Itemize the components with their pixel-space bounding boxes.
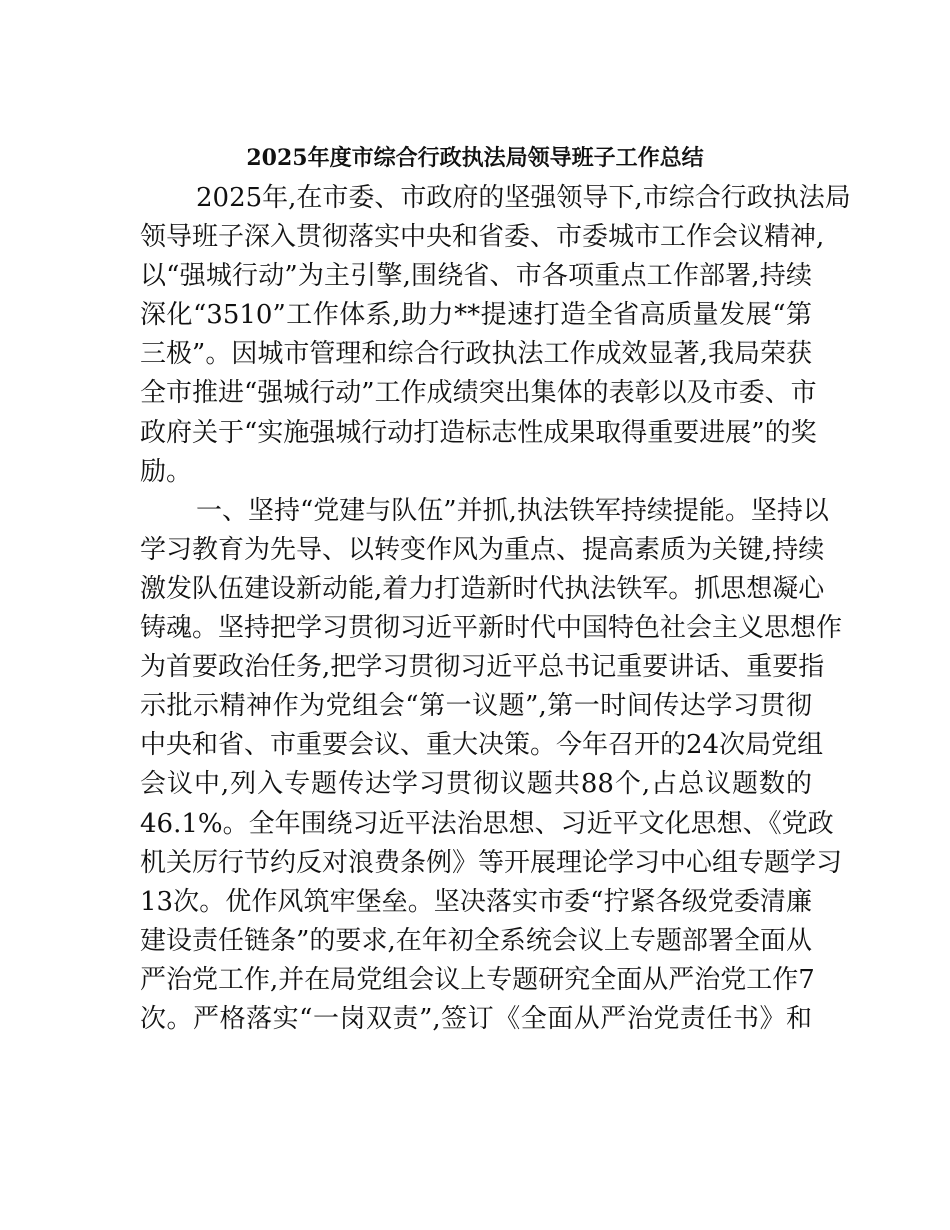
text-line: 以“强城行动”为主引擎,围绕省、市各项重点工作部署,持续 <box>140 261 812 292</box>
text-line: 46.1%。全年围绕习近平法治思想、习近平文化思想、《党政 <box>140 808 834 839</box>
text-line: 学习教育为先导、以转变作风为重点、提高素质为关键,持续 <box>140 534 825 565</box>
text-line: 三极”。因城市管理和综合行政执法工作成效显著,我局荣获 <box>140 339 812 370</box>
document-body <box>140 179 851 1039</box>
text-line: 次。严格落实“一岗双责”,签订《全面从严治党责任书》和 <box>140 1003 812 1034</box>
text-line: 深化“3510”工作体系,助力**提速打造全省高质量发展“第 <box>140 300 812 331</box>
text-line: 激发队伍建设新动能,着力打造新时代执法铁军。抓思想凝心 <box>140 573 825 604</box>
paragraph-intro <box>140 179 851 492</box>
text-line: 会议中,列入专题传达学习贯彻议题共88个,占总议题数的 <box>140 769 812 800</box>
text-line: 领导班子深入贯彻落实中央和省委、市委城市工作会议精神, <box>140 222 825 253</box>
text-line: 中央和省、市重要会议、重大决策。今年召开的24次局党组 <box>140 730 824 761</box>
text-line: 励。 <box>140 456 193 487</box>
text-line: 13次。优作风筑牢堡垒。坚决落实市委“拧紧各级党委清廉 <box>140 886 812 917</box>
text-line: 机关厉行节约反对浪费条例》等开展理论学习中心组专题学习 <box>140 847 843 878</box>
text-line: 严治党工作,并在局党组会议上专题研究全面从严治党工作7 <box>140 964 815 995</box>
paragraph-section-1 <box>140 492 843 1039</box>
text-line: 为首要政治任务,把学习贯彻习近平总书记重要讲话、重要指 <box>140 652 825 683</box>
text-line: 一、坚持“党建与队伍”并抓,执法铁军持续提能。坚持以 <box>196 495 829 526</box>
text-line: 全市推进“强城行动”工作成绩突出集体的表彰以及市委、市 <box>140 378 817 409</box>
text-line: 示批示精神作为党组会“第一议题”,第一时间传达学习贯彻 <box>140 691 812 722</box>
document-title: 2025年度市综合行政执法局领导班子工作总结 <box>246 145 704 171</box>
text-line: 2025年,在市委、市政府的坚强领导下,市综合行政执法局 <box>196 183 851 213</box>
text-line: 铸魂。坚持把学习贯彻习近平新时代中国特色社会主义思想作 <box>140 613 843 644</box>
text-line: 政府关于“实施强城行动打造标志性成果取得重要进展”的奖 <box>140 417 817 448</box>
text-line: 建设责任链条”的要求,在年初全系统会议上专题部署全面从 <box>140 925 812 956</box>
